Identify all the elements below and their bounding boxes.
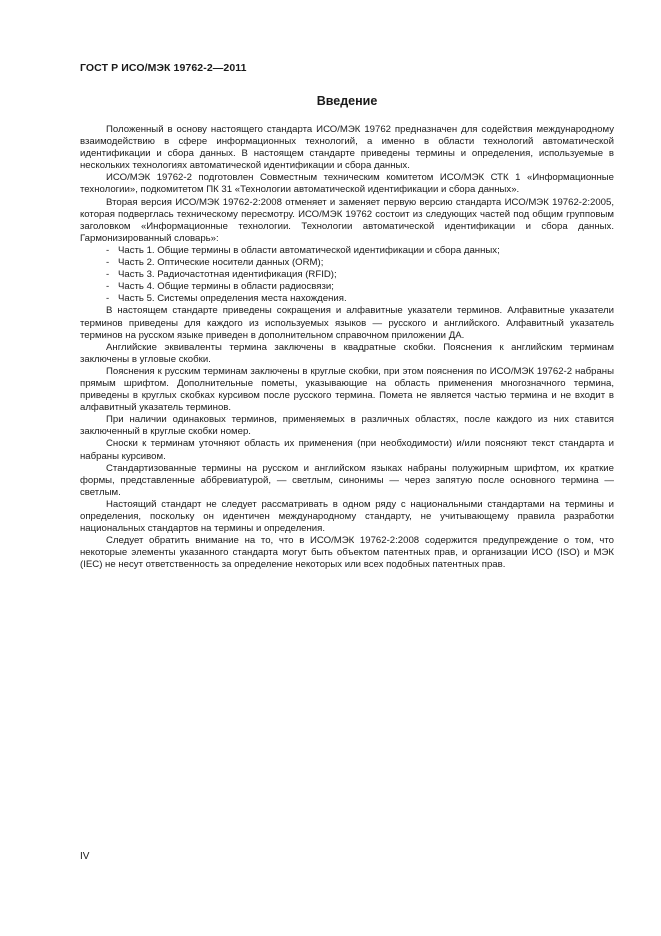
paragraph: Пояснения к русским терминам заключены в круглые скобки, при этом пояснения по ИСО/МЭК 19762-2 набраны прямым шрифтом. Дополнительные пометы, указывающие на область применения многозначного термина, приведены в круглых скобках курсивом после русского термина. Помета не является частью термина и не входит в алфавитный указатель терминов.: [80, 365, 614, 414]
page-number: IV: [80, 851, 90, 862]
paragraph: Сноски к терминам уточняют область их применения (при необходимости) и/или поясняют текст стандарта и набраны курсивом.: [80, 438, 614, 462]
list-item: [80, 245, 614, 257]
list-item: [80, 281, 614, 293]
document-body: [80, 124, 614, 571]
list-item-text: Часть 4. Общие термины в области радиосвязи;: [118, 281, 334, 293]
list-item: [80, 257, 614, 269]
paragraph: При наличии одинаковых терминов, применяемых в различных областях, после каждого из них ставится заключенный в круглые скобки номер.: [80, 414, 614, 438]
list-dash: -: [106, 257, 110, 269]
paragraph: В настоящем стандарте приведены сокращения и алфавитные указатели терминов. Алфавитные указатели терминов приведены для каждого из используемых языков — русского и английского. Алфавитный указатель терминов на русском языке приведен в дополнительном справочном приложении ДА.: [80, 305, 614, 341]
section-title: Введение: [316, 94, 378, 108]
list-dash: -: [106, 281, 110, 293]
parts-list: [80, 245, 614, 305]
paragraph: Следует обратить внимание на то, что в ИСО/МЭК 19762-2:2008 содержится предупреждение о том, что некоторые элементы указанного стандарта могут быть объектом патентных прав, и организации ИСО (ISO) и МЭК (IEC) не несут ответственность за определение некоторых или всех подобных патентных прав.: [80, 535, 614, 571]
paragraph: Вторая версия ИСО/МЭК 19762-2:2008 отменяет и заменяет первую версию стандарта ИСО/МЭК 19762-2:2005, которая подверглась техническому пересмотру. ИСО/МЭК 19762 состоит из следующих частей под общим групповым заголовком «Информационные технологии. Технологии автоматической идентификации и сбора данных. Гармонизированный словарь»:: [80, 196, 614, 244]
list-item-text: Часть 3. Радиочастотная идентификация (RFID);: [118, 269, 337, 281]
paragraph: Положенный в основу настоящего стандарта ИСО/МЭК 19762 предназначен для содействия международному взаимодействию в сфере информационных технологий, а именно в области технологий автоматической идентификации и сбора данных. В настоящем стандарте приведены термины и определения, используемые в нескольких технологиях автоматической идентификации и сбора данных.: [80, 124, 614, 172]
paragraph: Английские эквиваленты термина заключены в квадратные скобки. Пояснения к английским терминам заключены в угловые скобки.: [80, 341, 614, 365]
list-item-text: Часть 1. Общие термины в области автоматической идентификации и сбора данных;: [118, 244, 500, 256]
paragraph: Настоящий стандарт не следует рассматривать в одном ряду с национальными стандартами на термины и определения, поскольку он идентичен международному стандарту, не учитывающему правила разработки национальных стандартов на термины и определения.: [80, 498, 614, 535]
list-dash: -: [106, 269, 110, 281]
list-item: [80, 293, 614, 305]
list-item: [80, 269, 614, 281]
paragraph: Стандартизованные термины на русском и английском языках набраны полужирным шрифтом, их краткие формы, представленные аббревиатурой, — светлым, синонимы — через запятую после основного термина — светлым.: [80, 462, 614, 498]
list-item-text: Часть 2. Оптические носители данных (ORM);: [118, 257, 324, 269]
paragraph: ИСО/МЭК 19762-2 подготовлен Совместным техническим комитетом ИСО/МЭК СТК 1 «Информационные технологии», подкомитетом ПК 31 «Технологии автоматической идентификации и сбора данных».: [80, 172, 614, 196]
standard-header: ГОСТ Р ИСО/МЭК 19762-2—2011: [80, 62, 247, 74]
list-item-text: Часть 5. Системы определения места нахождения.: [118, 293, 347, 305]
list-dash: -: [106, 293, 110, 305]
list-dash: -: [106, 244, 110, 256]
